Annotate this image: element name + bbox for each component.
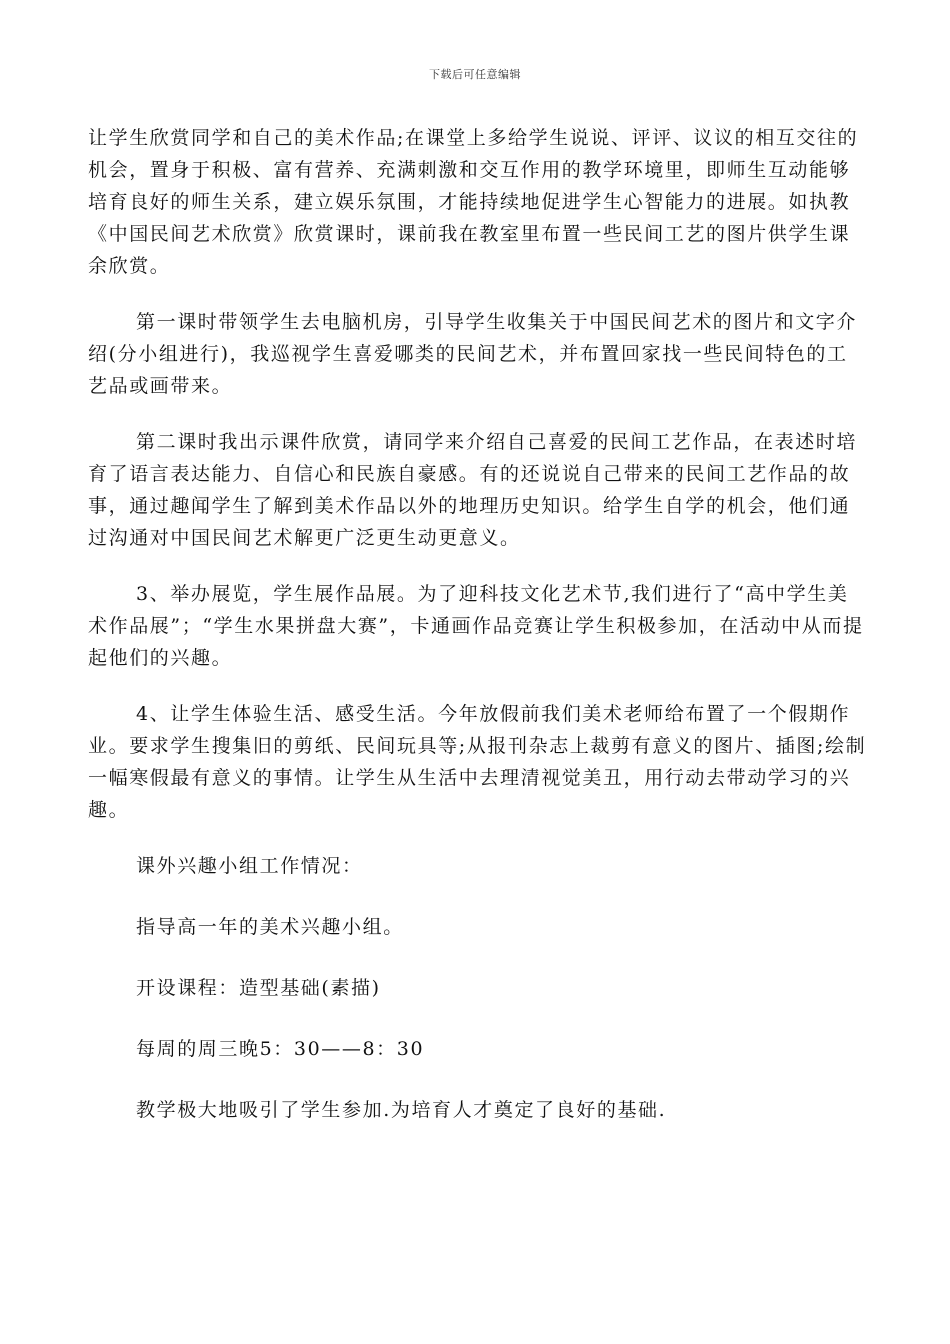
page-header-note: 下载后可任意编辑 — [429, 68, 521, 81]
interest-group-heading: 课外兴趣小组工作情况： — [136, 855, 363, 877]
paragraph-1: 让学生欣赏同学和自己的美术作品;在课堂上多给学生说说、评评、议议的相互交往的机会，置身于积极、富有营养、充满刺激和交互作用的教学环境里，即师生互动能够培育良好的师生关系，建立娱乐氛围，才能持续地促进学生心智能力的进展。如执教《中国民间艺术欣赏》欣赏课时，课前我在教室里布置一些民间工艺的图片供学生课余欣赏。 — [88, 127, 859, 277]
paragraph-5: 4、让学生体验生活、感受生活。今年放假前我们美术老师给布置了一个假期作业。要求学生搜集旧的剪纸、民间玩具等;从报刊杂志上裁剪有意义的图片、插图;绘制一幅寒假最有意义的事情。让学生从生活中去理清视觉美丑，用行动去带动学习的兴趣。 — [88, 703, 867, 821]
paragraph-2: 第一课时带领学生去电脑机房，引导学生收集关于中国民间艺术的图片和文字介绍(分小组进行)，我巡视学生喜爱哪类的民间艺术，并布置回家找一些民间特色的工艺品或画带来。 — [88, 311, 858, 397]
paragraph-4: 3、举办展览，学生展作品展。为了迎科技文化艺术节,我们进行了“高中学生美术作品展”；“学生水果拼盘大赛”，卡通画作品竞赛让学生积极参加，在活动中从而提起他们的兴趣。 — [88, 583, 864, 669]
closing-statement: 教学极大地吸引了学生参加.为培育人才奠定了良好的基础. — [136, 1099, 667, 1121]
course-info: 开设课程：造型基础(素描) — [136, 977, 381, 999]
document-body — [88, 122, 868, 1155]
schedule-info: 每周的周三晚5：30——8：30 — [136, 1038, 425, 1060]
interest-group-guidance: 指导高一年的美术兴趣小组。 — [136, 916, 404, 938]
paragraph-3: 第二课时我出示课件欣赏，请同学来介绍自己喜爱的民间工艺作品，在表述时培育了语言表达能力、自信心和民族自豪感。有的还说说自己带来的民间工艺作品的故事，通过趣闻学生了解到美术作品以外的地理历史知识。给学生自学的机会，他们通过沟通对中国民间艺术解更广泛更生动更意义。 — [88, 431, 858, 549]
